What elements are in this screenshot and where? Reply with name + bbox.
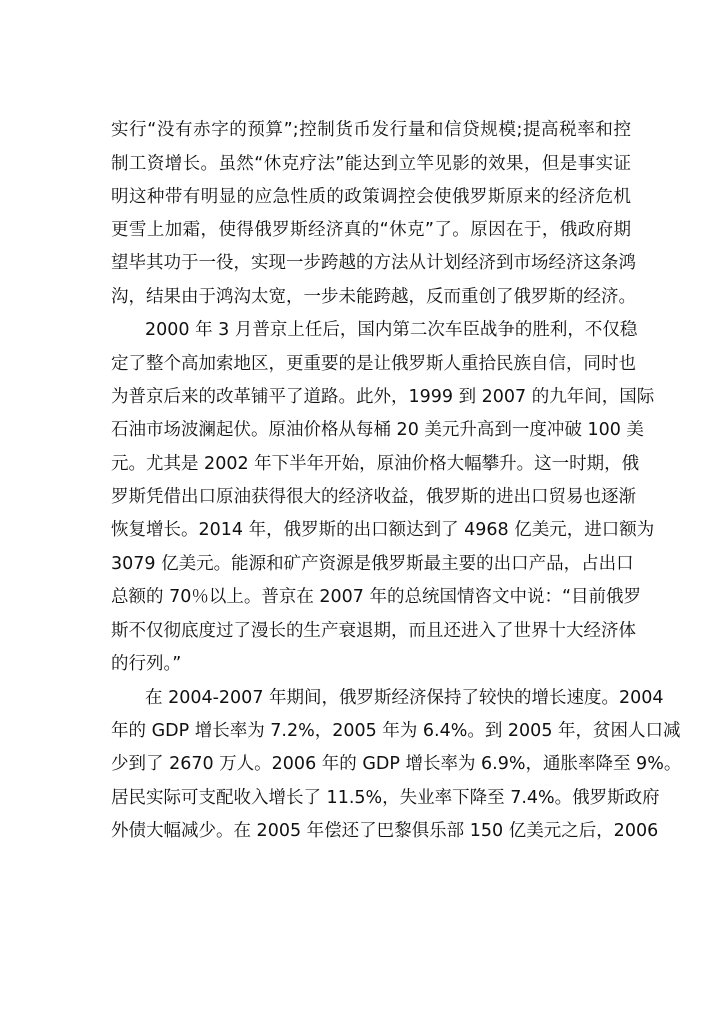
text-line: 年的 GDP 增长率为 7.2%，2005 年为 6.4%。到 2005 年，贫困人口减 bbox=[111, 721, 681, 741]
text-line: 的行列。” bbox=[111, 654, 182, 674]
text-line: 3079 亿美元。能源和矿产资源是俄罗斯最主要的出口产品，占出口 bbox=[111, 554, 634, 574]
text-line: 恢复增长。2014 年，俄罗斯的出口额达到了 4968 亿美元，进口额为 bbox=[111, 520, 655, 540]
text-line: 明这种带有明显的应急性质的政策调控会使俄罗斯原来的经济危机 bbox=[111, 187, 631, 207]
text-line: 外债大幅减少。在 2005 年偿还了巴黎俱乐部 150 亿美元之后，2006 bbox=[111, 821, 659, 841]
text-line: 望毕其功于一役，实现一步跨越的方法从计划经济到市场经济这条鸿 bbox=[111, 253, 636, 273]
text-line: 总额的 70％以上。普京在 2007 年的总统国情咨文中说：“目前俄罗 bbox=[111, 587, 642, 607]
text-line: 更雪上加霜，使得俄罗斯经济真的“休克”了。原因在于，俄政府期 bbox=[111, 220, 631, 240]
text-line: 制工资增长。虽然“休克疗法”能达到立竿见影的效果，但是事实证 bbox=[111, 154, 631, 174]
text-line: 定了整个高加索地区，更重要的是让俄罗斯人重拾民族自信，同时也 bbox=[111, 354, 636, 374]
text-line: 罗斯凭借出口原油获得很大的经济收益，俄罗斯的进出口贸易也逐渐 bbox=[111, 487, 636, 507]
text-line: 沟，结果由于鸿沟太宽，一步未能跨越，反而重创了俄罗斯的经济。 bbox=[111, 287, 636, 307]
paragraph-first-line: 2000 年 3 月普京上任后，国内第二次车臣战争的胜利，不仅稳 bbox=[145, 320, 638, 340]
text-line: 实行“没有赤字的预算”;控制货币发行量和信贷规模;提高税率和控 bbox=[111, 120, 631, 140]
text-line: 斯不仅彻底度过了漫长的生产衰退期，而且还进入了世界十大经济体 bbox=[111, 621, 636, 641]
paragraph-first-line: 在 2004-2007 年期间，俄罗斯经济保持了较快的增长速度。2004 bbox=[145, 688, 664, 708]
text-line: 元。尤其是 2002 年下半年开始，原油价格大幅攀升。这一时期，俄 bbox=[111, 454, 640, 474]
text-line: 居民实际可支配收入增长了 11.5%，失业率下降至 7.4%。俄罗斯政府 bbox=[111, 788, 660, 808]
text-line: 石油市场波澜起伏。原油价格从每桶 20 美元升高到一度冲破 100 美 bbox=[111, 420, 644, 440]
text-line: 为普京后来的改革铺平了道路。此外，1999 到 2007 的九年间，国际 bbox=[111, 387, 655, 407]
text-line: 少到了 2670 万人。2006 年的 GDP 增长率为 6.9%，通胀率降至 9%。 bbox=[111, 754, 682, 774]
